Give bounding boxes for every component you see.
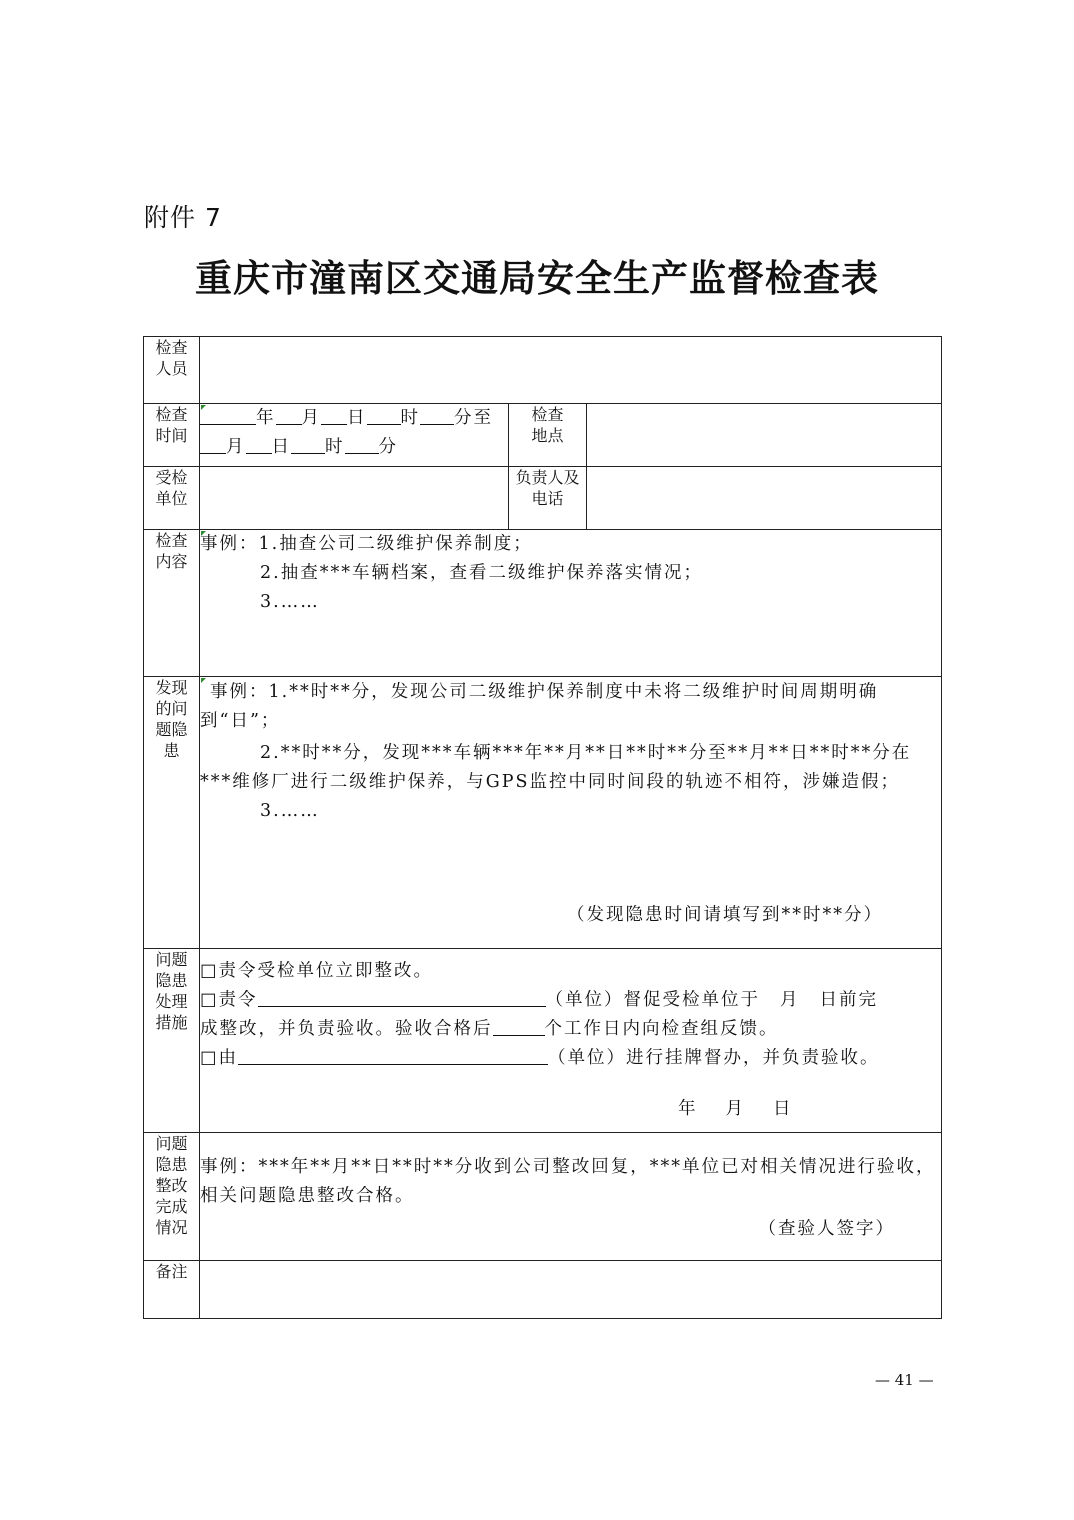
time-line-start: 年 月 日 时 分至: [200, 404, 508, 433]
end-day-blank[interactable]: [246, 435, 272, 454]
row-content: [144, 530, 942, 677]
row-hazards: [144, 677, 942, 949]
hazards-field[interactable]: 事例：1.**时**分，发现公司二级维护保养制度中未将二级维护时间周期明确到“日”； 2.**时**分，发现***车辆***年**月**日**时**分至**月**日**时**分在***维修厂进行二级维护保养，与GPS监控中同时间段的轨迹不相符，涉嫌造假； 3.…… （发现隐患时间请填写到**时**分）: [200, 677, 942, 949]
form-title: 重庆市潼南区交通局安全生产监督检查表: [195, 256, 879, 300]
supervising-unit-blank[interactable]: [238, 1046, 548, 1065]
inspector-signature-label: （查验人签字）: [758, 1219, 896, 1239]
end-hour-blank[interactable]: [291, 435, 325, 454]
label-inspected-unit: 受检单位: [155, 468, 188, 508]
row-time: [144, 404, 942, 467]
end-month-blank[interactable]: [200, 435, 226, 454]
cell-marker: [201, 678, 206, 683]
measure-option-1[interactable]: □责令受检单位立即整改。: [200, 961, 434, 981]
year-blank[interactable]: [200, 406, 256, 425]
inspected-unit-field[interactable]: [200, 467, 509, 530]
label-inspection-time: 检查时间: [155, 405, 188, 445]
cell-marker: [201, 405, 206, 410]
hour-blank[interactable]: [367, 406, 401, 425]
hazards-note: （发现隐患时间请填写到**时**分）: [567, 905, 884, 925]
label-inspectors: 检查人员: [155, 338, 188, 378]
label-hazards: 发现的问题隐患: [155, 678, 188, 760]
row-unit: [144, 467, 942, 530]
label-contact: 负责人及电话: [515, 468, 580, 508]
cell-marker: [201, 531, 206, 536]
row-completion: [144, 1133, 942, 1261]
days-blank[interactable]: [493, 1017, 545, 1036]
inspection-content-field[interactable]: 事例：1.抽查公司二级维护保养制度； 2.抽查***车辆档案，查看二级维护保养落实情况； 3.……: [200, 530, 942, 677]
inspection-time-field[interactable]: [200, 404, 509, 467]
contact-field[interactable]: [587, 467, 942, 530]
month-blank[interactable]: [276, 406, 302, 425]
inspection-form-table: [143, 336, 942, 1319]
time-line-end: 月 日 时 分: [200, 433, 508, 462]
location-field[interactable]: [587, 404, 942, 467]
label-completion: 问题隐患整改完成情况: [155, 1134, 188, 1237]
inspectors-field[interactable]: [200, 337, 942, 404]
row-inspectors: [144, 337, 942, 404]
responsible-unit-blank[interactable]: [258, 988, 546, 1007]
day-blank[interactable]: [321, 406, 347, 425]
label-remarks: 备注: [155, 1262, 188, 1281]
label-location: 检查地点: [531, 405, 564, 445]
attachment-label: 附件 7: [144, 203, 222, 232]
measures-field[interactable]: □责令受检单位立即整改。 □责令 （单位）督促受检单位于 月 日前完 成整改，并负责验收。验收合格后 个工作日内向检查组反馈。 □由 （单位）进行挂牌督办，并负责验收。 年 月 日: [200, 949, 942, 1133]
minute-blank[interactable]: [420, 406, 454, 425]
end-minute-blank[interactable]: [345, 435, 379, 454]
label-inspection-content: 检查内容: [155, 531, 188, 571]
row-remarks: [144, 1261, 942, 1319]
measure-option-3[interactable]: □由 （单位）进行挂牌督办，并负责验收。: [200, 1048, 880, 1068]
measures-date: 年 月 日: [678, 1099, 793, 1119]
page-number: — 41 —: [875, 1371, 934, 1389]
completion-field[interactable]: 事例：***年**月**日**时**分收到公司整改回复，***单位已对相关情况进行验收，相关问题隐患整改合格。 （查验人签字）: [200, 1133, 942, 1261]
measure-option-2[interactable]: □责令 （单位）督促受检单位于 月 日前完: [200, 990, 879, 1010]
label-measures: 问题隐患处理措施: [155, 950, 188, 1032]
row-measures: [144, 949, 942, 1133]
remarks-field[interactable]: [200, 1261, 942, 1319]
